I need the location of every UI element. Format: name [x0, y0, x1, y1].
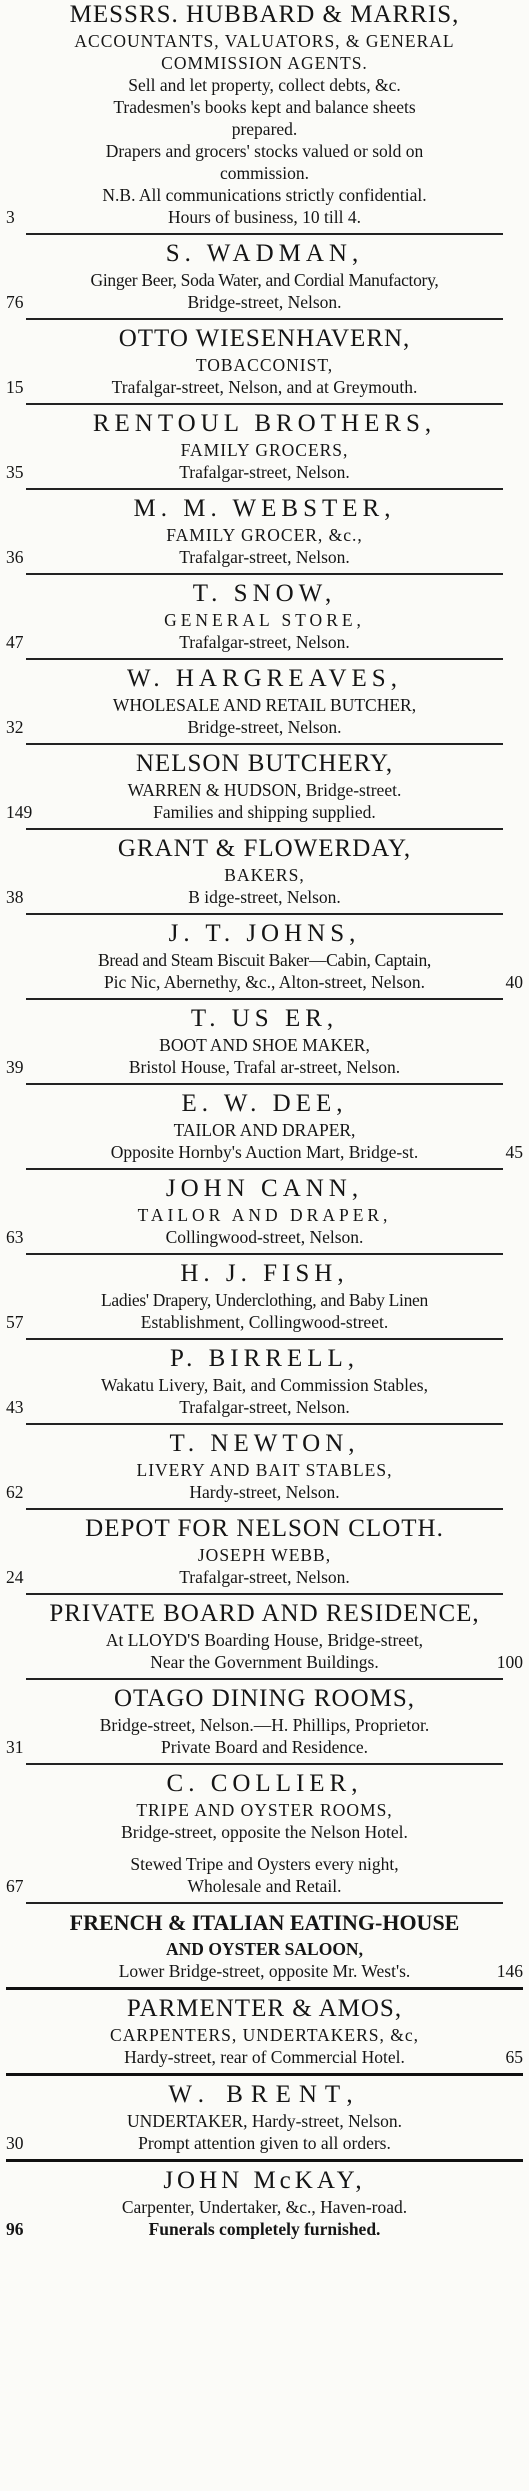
ad-last-line: Hardy-street, rear of Commercial Hotel. — [124, 2047, 405, 2067]
ad-last-line: Private Board and Residence. — [160, 1737, 369, 1757]
ad-title: C. COLLIER, — [166, 1770, 363, 1797]
ad-line: FAMILY GROCER, &c., — [166, 525, 363, 545]
ad-line: Sell and let property, collect debts, &c. — [128, 75, 401, 95]
ad-collier — [6, 1767, 523, 1900]
ad-footer — [6, 1311, 523, 1333]
ad-footer — [6, 376, 523, 398]
divider — [26, 403, 503, 405]
ad-line: CARPENTERS, UNDERTAKERS, &c, — [110, 2025, 419, 2045]
divider — [26, 1253, 503, 1255]
ad-last-line: Hours of business, 10 till 4. — [168, 207, 361, 227]
ad-last-line: Opposite Hornby's Auction Mart, Bridge-st. — [110, 1142, 419, 1162]
ad-number: 30 — [6, 2133, 24, 2153]
ad-line: JOSEPH WEBB, — [197, 1545, 332, 1565]
divider — [26, 1678, 503, 1680]
ad-title: T. US ER, — [190, 1005, 339, 1032]
ad-wiesenhavern — [6, 322, 523, 401]
ad-title: H. J. FISH, — [180, 1260, 349, 1287]
ad-title: JOHN CANN, — [165, 1175, 364, 1202]
ad-private-board — [6, 1597, 523, 1676]
ad-number: 149 — [6, 802, 33, 822]
ad-line: TOBACCONIST, — [195, 355, 334, 375]
divider — [26, 828, 503, 830]
ad-dee — [6, 1087, 523, 1166]
divider — [26, 743, 503, 745]
ad-title: W. HARGREAVES, — [127, 665, 402, 692]
ad-number: 63 — [6, 1227, 24, 1247]
divider — [26, 1763, 503, 1765]
ad-footer — [6, 461, 523, 483]
ad-last-line: Establishment, Collingwood-street. — [140, 1312, 389, 1332]
divider — [6, 2073, 523, 2076]
divider — [26, 1168, 503, 1170]
divider — [26, 488, 503, 490]
ad-last-line: Trafalgar-street, Nelson. — [179, 547, 350, 567]
ad-number: 67 — [6, 1876, 24, 1896]
ad-number: 47 — [6, 632, 24, 652]
ad-line: Ladies' Drapery, Underclothing, and Baby Linen — [101, 1290, 428, 1310]
ad-last-line: Collingwood-street, Nelson. — [165, 1227, 364, 1247]
ad-hubbard-marris — [6, 0, 523, 231]
ad-last-line: Trafalgar-street, Nelson. — [179, 462, 350, 482]
divider — [26, 233, 503, 235]
ad-parmenter-amos — [6, 1992, 523, 2071]
divider — [26, 913, 503, 915]
ad-number: 96 — [6, 2219, 24, 2239]
ad-footer — [6, 716, 523, 738]
divider — [26, 658, 503, 660]
ad-webb — [6, 1512, 523, 1591]
ad-footer — [6, 1226, 523, 1248]
ad-footer — [6, 1396, 523, 1418]
ad-footer — [6, 801, 523, 823]
ad-line: UNDERTAKER, Hardy-street, Nelson. — [126, 2111, 403, 2131]
ad-line: Ginger Beer, Soda Water, and Cordial Manufactory, — [90, 270, 439, 290]
ad-number: 24 — [6, 1567, 24, 1587]
ad-title: P. BIRRELL, — [169, 1345, 360, 1372]
ad-rentoul-brothers — [6, 407, 523, 486]
ad-line: At LLOYD'S Boarding House, Bridge-street, — [105, 1630, 424, 1650]
divider — [6, 2159, 523, 2162]
ad-line: TAILOR AND DRAPER, — [137, 1205, 392, 1225]
ad-footer — [6, 1481, 523, 1503]
ad-number: 65 — [505, 2047, 523, 2067]
ad-last-line: Trafalgar-street, Nelson. — [179, 1567, 350, 1587]
divider — [26, 573, 503, 575]
divider — [26, 998, 503, 1000]
ad-number: 146 — [496, 1961, 523, 1981]
ad-line: WHOLESALE AND RETAIL BUTCHER, — [112, 695, 417, 715]
ad-line: Stewed Tripe and Oysters every night, — [130, 1854, 399, 1874]
ad-brent — [6, 2078, 523, 2157]
divider — [26, 1508, 503, 1510]
ad-footer — [6, 1736, 523, 1758]
ad-line: COMMISSION AGENTS. — [161, 53, 368, 73]
ad-title: JOHN McKAY, — [163, 2167, 366, 2194]
ad-otago-dining-rooms — [6, 1682, 523, 1761]
ad-line: LIVERY AND BAIT STABLES, — [136, 1460, 393, 1480]
ad-number: 38 — [6, 887, 24, 907]
ad-number: 76 — [6, 292, 24, 312]
ad-line: TRIPE AND OYSTER ROOMS, — [136, 1800, 393, 1820]
ad-title: OTTO WIESENHAVERN, — [118, 325, 411, 352]
ad-footer — [6, 886, 523, 908]
ad-number: 45 — [505, 1142, 523, 1162]
ad-line: BAKERS, — [224, 865, 305, 885]
ad-last-line: Trafalgar-street, Nelson. — [179, 1397, 350, 1417]
ad-line: WARREN & HUDSON, Bridge-street. — [127, 780, 402, 800]
ad-usher — [6, 1002, 523, 1081]
ad-number: 100 — [496, 1652, 523, 1672]
ad-hargreaves — [6, 662, 523, 741]
ad-last-line: Prompt attention given to all orders. — [138, 2133, 391, 2153]
ad-title: T. NEWTON, — [169, 1430, 360, 1457]
ad-last-line: Pic Nic, Abernethy, &c., Alton-street, Nelson. — [103, 972, 426, 992]
divider — [26, 1902, 503, 1904]
ad-title: GRANT & FLOWERDAY, — [117, 835, 412, 862]
ad-footer — [6, 206, 523, 228]
ad-footer — [6, 1875, 523, 1897]
ad-fish — [6, 1257, 523, 1336]
ad-snow — [6, 577, 523, 656]
ad-webster — [6, 492, 523, 571]
ad-nelson-butchery — [6, 747, 523, 826]
ad-last-line: B idge-street, Nelson. — [188, 887, 341, 907]
ad-title: FRENCH & ITALIAN EATING-HOUSE — [69, 1910, 460, 1935]
divider — [26, 1423, 503, 1425]
ad-last-line: Lower Bridge-street, opposite Mr. West's. — [118, 1961, 411, 1981]
ad-line: N.B. All communications strictly confidential. — [102, 185, 427, 205]
divider — [26, 318, 503, 320]
ad-line: commission. — [220, 163, 309, 183]
divider — [26, 1338, 503, 1340]
ad-last-line: Bridge-street, Nelson. — [187, 717, 342, 737]
ad-number: 31 — [6, 1737, 24, 1757]
ad-last-line: Funerals completely furnished. — [148, 2219, 381, 2239]
ad-last-line: Bridge-street, Nelson. — [187, 292, 342, 312]
ad-footer — [6, 2132, 523, 2154]
ad-birrell — [6, 1342, 523, 1421]
ad-wadman — [6, 237, 523, 316]
ad-title: T. SNOW, — [192, 580, 337, 607]
ad-title: MESSRS. HUBBARD & MARRIS, — [69, 1, 460, 28]
divider — [6, 1987, 523, 1990]
ad-line: FAMILY GROCERS, — [180, 440, 349, 460]
ad-title: PRIVATE BOARD AND RESIDENCE, — [49, 1600, 480, 1627]
ad-cann — [6, 1172, 523, 1251]
ad-last-line: Families and shipping supplied. — [153, 802, 376, 822]
ad-line: Bridge-street, opposite the Nelson Hotel. — [121, 1822, 408, 1842]
ad-mckay — [6, 2164, 523, 2243]
ad-number: 35 — [6, 462, 24, 482]
ad-number: 62 — [6, 1482, 24, 1502]
divider — [26, 1083, 503, 1085]
ad-footer — [6, 2046, 523, 2068]
ad-footer — [6, 971, 523, 993]
ad-last-line: Bristol House, Trafal ar-street, Nelson. — [128, 1057, 401, 1077]
ad-last-line: Hardy-street, Nelson. — [189, 1482, 340, 1502]
ad-title: PARMENTER & AMOS, — [126, 1995, 403, 2022]
ad-title: J. T. JOHNS, — [168, 920, 361, 947]
ad-number: 57 — [6, 1312, 24, 1332]
ad-last-line: Near the Government Buildings. — [150, 1652, 379, 1672]
divider — [26, 1593, 503, 1595]
ad-line: Carpenter, Undertaker, &c., Haven-road. — [121, 2197, 408, 2217]
ad-title: M. M. WEBSTER, — [133, 495, 396, 522]
ad-footer — [6, 2218, 523, 2240]
ad-grant-flowerday — [6, 832, 523, 911]
ad-footer — [6, 1141, 523, 1163]
ad-title: S. WADMAN, — [165, 240, 364, 267]
ad-footer — [6, 1651, 523, 1673]
ad-number: 3 — [6, 207, 15, 227]
ad-title: NELSON BUTCHERY, — [135, 750, 394, 777]
ad-newton — [6, 1427, 523, 1506]
ad-title: DEPOT FOR NELSON CLOTH. — [85, 1515, 444, 1542]
ad-footer — [6, 1960, 523, 1982]
ad-line: ACCOUNTANTS, VALUATORS, & GENERAL — [74, 31, 455, 51]
ad-title: OTAGO DINING ROOMS, — [113, 1685, 416, 1712]
ad-number: 40 — [505, 972, 523, 992]
ad-number: 39 — [6, 1057, 24, 1077]
ad-line: Tradesmen's books kept and balance sheets — [113, 97, 416, 117]
ad-line: AND OYSTER SALOON, — [166, 1939, 363, 1959]
ad-line: Bridge-street, Nelson.—H. Phillips, Proprietor. — [99, 1715, 430, 1735]
ad-last-line: Trafalgar-street, Nelson. — [179, 632, 350, 652]
ad-johns — [6, 917, 523, 996]
ad-footer — [6, 291, 523, 313]
ad-title: W. BRENT, — [168, 2081, 361, 2108]
ad-title: RENTOUL BROTHERS, — [92, 410, 437, 437]
ad-footer — [6, 1056, 523, 1078]
ad-line: Wakatu Livery, Bait, and Commission Stables, — [101, 1375, 428, 1395]
ad-last-line: Trafalgar-street, Nelson, and at Greymouth. — [111, 377, 418, 397]
ad-title: E. W. DEE, — [181, 1090, 348, 1117]
ad-line: BOOT AND SHOE MAKER, — [159, 1035, 370, 1055]
ad-line: Bread and Steam Biscuit Baker—Cabin, Captain, — [97, 950, 432, 970]
ad-line: Drapers and grocers' stocks valued or sold on — [105, 141, 424, 161]
ad-number: 43 — [6, 1397, 24, 1417]
ad-footer — [6, 546, 523, 568]
ad-french-italian-eating-house — [6, 1906, 523, 1985]
ad-number: 15 — [6, 377, 24, 397]
ad-footer — [6, 1566, 523, 1588]
ad-number: 32 — [6, 717, 24, 737]
ad-number: 36 — [6, 547, 24, 567]
ad-footer — [6, 631, 523, 653]
ad-line: TAILOR AND DRAPER, — [173, 1120, 356, 1140]
ad-line: GENERAL STORE, — [164, 610, 365, 630]
ad-last-line: Wholesale and Retail. — [187, 1876, 342, 1896]
ad-line: prepared. — [231, 119, 298, 139]
